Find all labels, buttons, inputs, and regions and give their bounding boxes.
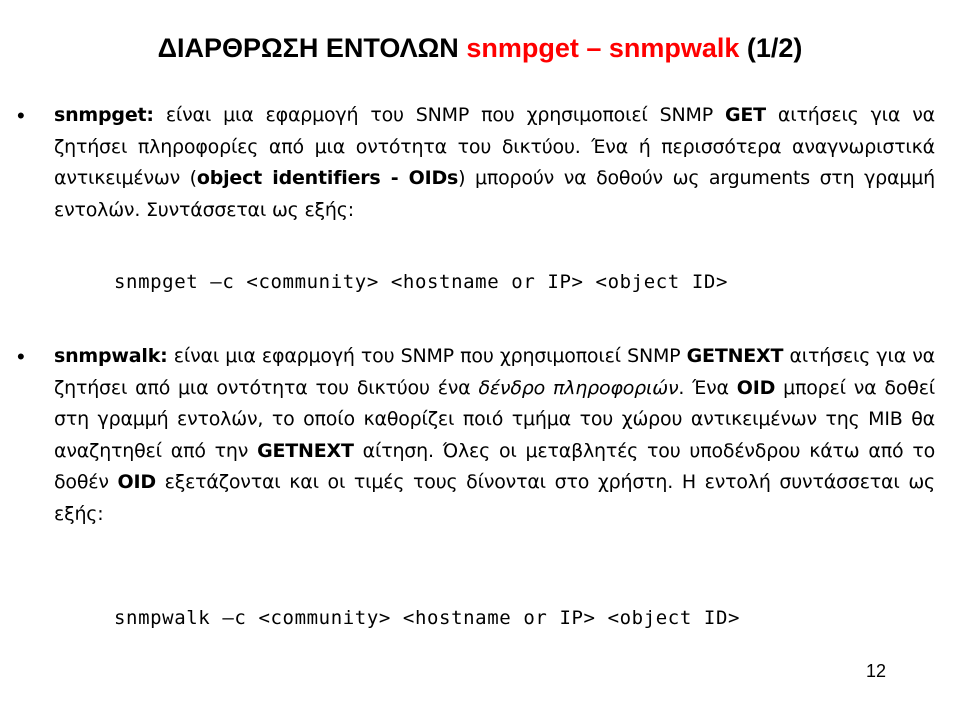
keyword-oid: OID — [117, 471, 156, 493]
text: είναι μια εφαρμογή του SNMP που χρησιμοποιεί SNMP — [153, 104, 725, 126]
title-prefix: ΔΙΑΡΘΡΩΣΗ ΕΝΤΟΛΩΝ — [157, 33, 467, 63]
bullet-snmpget — [17, 100, 935, 226]
text: είναι μια εφαρμογή του SNMP που χρησιμοποιεί SNMP — [167, 345, 687, 367]
text: αιτήσεις για να ζητήσει από μια οντότητα του δικτύου ένα — [54, 345, 935, 399]
command-snmpwalk: snmpwalk –c <community> <hostname or IP> <object ID> — [114, 607, 741, 629]
text: ) μπορούν να δοθούν ως arguments στη γραμμή εντολών. Συντάσσεται ως εξής: — [54, 167, 935, 221]
text: μπορεί να δοθεί στη γραμμή εντολών, το οποίο καθορίζει ποιό τμήμα του χώρου αντικειμένων της MIB θα αναζητηθεί από την — [54, 376, 936, 462]
title-commands: snmpget – snmpwalk — [466, 33, 740, 63]
keyword-get: GET — [724, 104, 766, 126]
bullet-dot: • — [17, 103, 25, 128]
slide-title — [0, 28, 960, 68]
term-snmpget: snmpget: — [54, 104, 154, 126]
bullet-dot: • — [17, 344, 25, 369]
keyword-oids: object identifiers - OIDs — [196, 167, 459, 189]
text: . Ένα — [678, 376, 737, 399]
keyword-getnext: GETNEXT — [257, 439, 354, 462]
text: αιτήσεις για να ζητήσει πληροφορίες από μια οντότητα του δικτύου. Ένα ή περισσότερα αναγνωριστικά αντικειμένων ( — [54, 104, 935, 189]
text: αίτηση. Όλες οι μεταβλητές του υποδένδρου κάτω από το δοθέν — [54, 439, 935, 493]
command-snmpget: snmpget –c <community> <hostname or IP> <object ID> — [114, 271, 728, 293]
bullet-snmpwalk — [17, 341, 936, 530]
text: εξετάζονται και οι τιμές τους δίνονται στο χρήστη. Η εντολή συντάσσεται ως εξής: — [54, 471, 935, 525]
page-number: 12 — [866, 661, 887, 681]
keyword-oid: OID — [736, 376, 776, 399]
italic-info-tree: δένδρο πληροφοριών — [478, 376, 679, 399]
term-snmpwalk: snmpwalk: — [54, 345, 168, 367]
keyword-getnext: GETNEXT — [686, 345, 784, 367]
title-part: (1/2) — [739, 33, 803, 63]
